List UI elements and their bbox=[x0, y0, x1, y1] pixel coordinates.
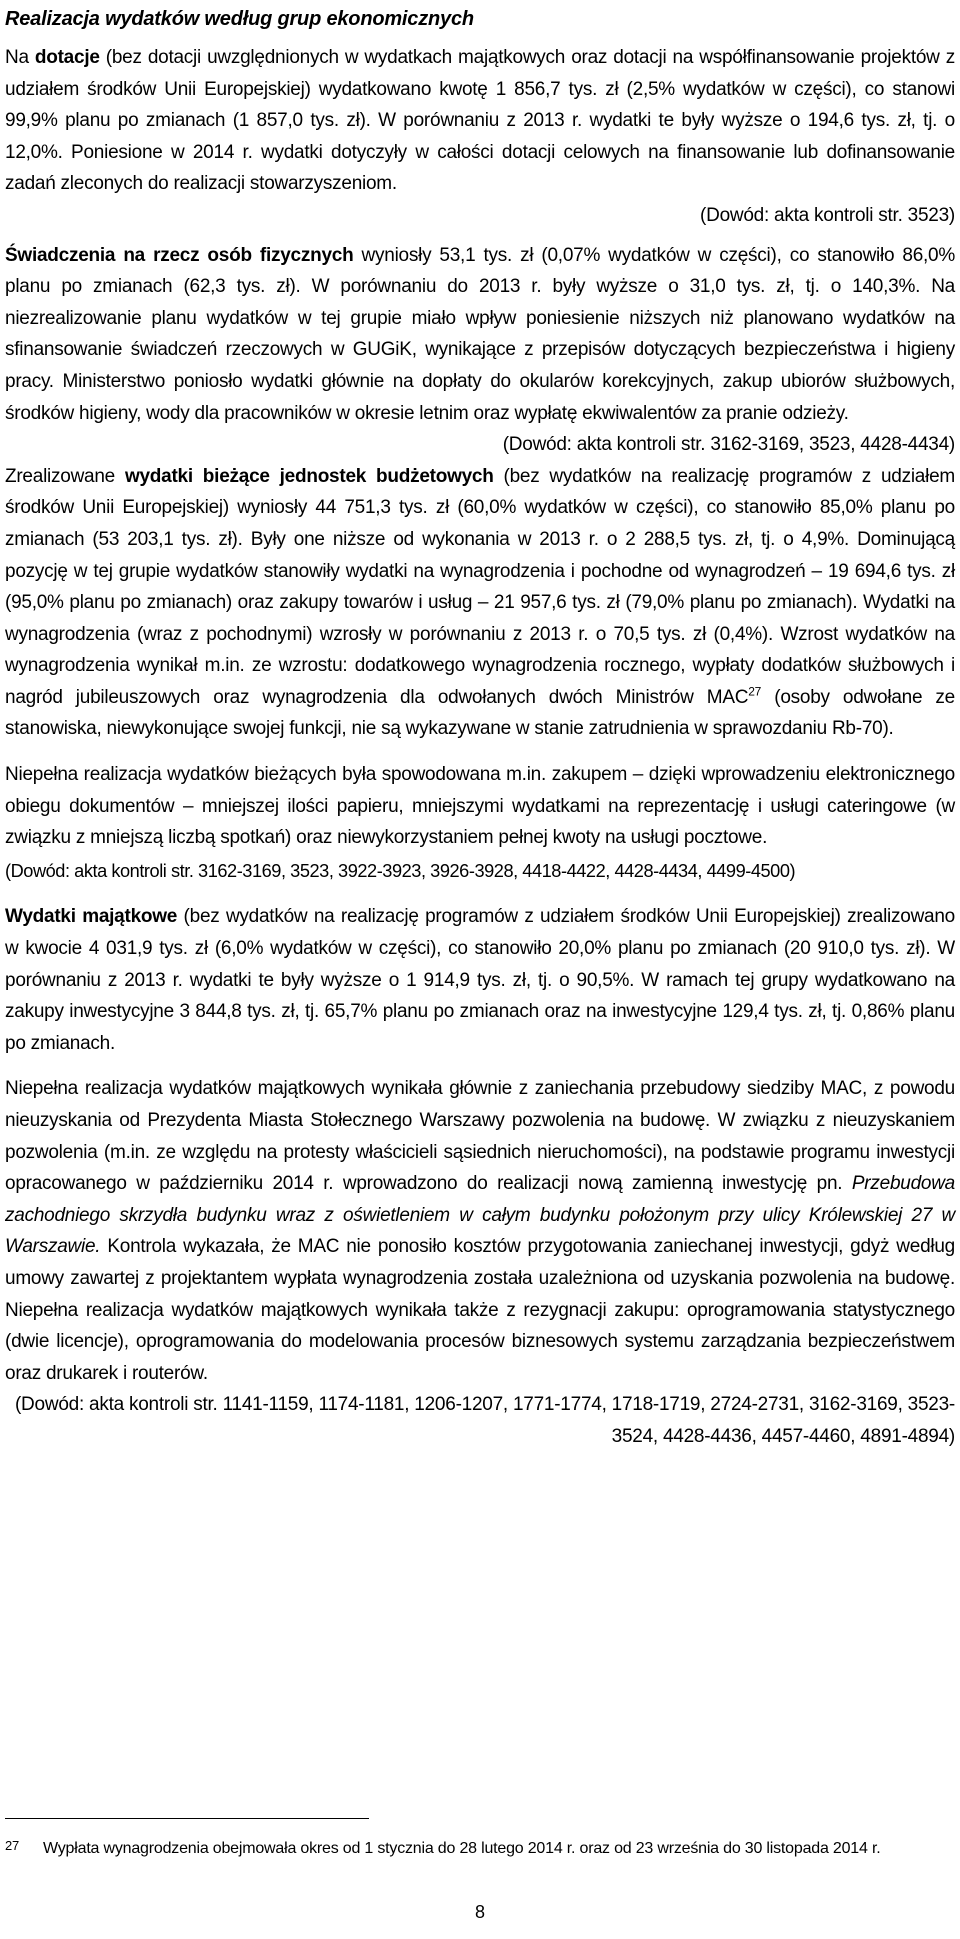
footnote-text: Wypłata wynagrodzenia obejmowała okres od 1 stycznia do 28 lutego 2014 r. oraz od 23 września do 30 listopada 2014 r. bbox=[43, 1840, 881, 1857]
paragraph-niepelna-majatkowe bbox=[5, 1073, 955, 1389]
footnote bbox=[5, 1836, 955, 1862]
text: wyniosły 53,1 tys. zł (0,07% wydatków w części), co stanowiło 86,0% planu po zmianach (62,3 tys. zł). W porównaniu do 2013 r. były wyższe o 31,0 tys. zł, tj. o 140,3%. Na niezrealizowanie planu wydatków w tej grupie miało wpływ poniesienie niższych niż planowano wydatków na sfinansowanie świadczeń rzeczowych w GUGiK, wynikające z przepisów dotyczących bezpieczeństwa i higieny pracy. Ministerstwo poniosło wydatki głównie na dopłaty do okularów korekcyjnych, zakup ubiorów służbowych, środków higieny, wody dla pracowników w okresie letnim oraz wypłatę ekwiwalentów za pranie odzieży. bbox=[5, 244, 955, 424]
paragraph-wydatki-majatkowe bbox=[5, 901, 955, 1059]
paragraph-wydatki-biezace bbox=[5, 461, 955, 745]
text: Kontrola wykazała, że MAC nie ponosiło kosztów przygotowania zaniechanej inwestycji, gdyż według umowy zawartej z projektantem wypłata wynagrodzenia została uzależniona od uzyskania pozwolenia na budowę. Niepełna realizacja wydatków majątkowych wynikała także z rezygnacji zakupu: oprogramowania statystycznego (dwie licencje), oprogramowania do modelowania procesów biznesowych systemu zarządzania bezpieczeństwem oraz drukarek i routerów. bbox=[5, 1236, 955, 1384]
footnote-number: 27 bbox=[5, 1838, 20, 1853]
text: (osoby odwołane ze stanowiska, niewykonujące swojej funkcji, nie są wykazywane w stanie zatrudnienia w sprawozdaniu Rb-70). bbox=[5, 686, 955, 740]
footnote-ref: 27 bbox=[748, 684, 762, 699]
bold-term: wydatki bieżące jednostek budżetowych bbox=[124, 465, 494, 487]
evidence-reference: (Dowód: akta kontroli str. 3523) bbox=[700, 204, 955, 226]
page-content bbox=[5, 6, 955, 1453]
bold-term: dotacje bbox=[34, 47, 100, 68]
text: Zrealizowane bbox=[5, 465, 125, 487]
evidence-reference: (Dowód: akta kontroli str. 1141-1159, 1174-1181, 1206-1207, 1771-1774, 1718-1719, 2724-2731, 3162-3169, 3523-3524, 4428-4436, 4457-4460, 4891-4894) bbox=[14, 1394, 955, 1447]
paragraph-dotacje bbox=[5, 42, 955, 200]
text: Niepełna realizacja wydatków majątkowych wynikała głównie z zaniechania przebudowy siedziby MAC, z powodu nieuzyskania od Prezydenta Miasta Stołecznego Warszawy pozwolenia na budowę. W związku z nieuzyskaniem pozwolenia (m.in. ze względu na protesty właścicieli sąsiednich nieruchomości), na podstawie programu inwestycji opracowanego w październiku 2014 r. wprowadzono do realizacji nową zamienną inwestycję pn. bbox=[5, 1078, 955, 1195]
evidence-reference: (Dowód: akta kontroli str. 3162-3169, 3523, 4428-4434) bbox=[502, 434, 955, 456]
text: (bez dotacji uwzględnionych w wydatkach majątkowych oraz dotacji na współfinansowanie projektów z udziałem środków Unii Europejskiej) wydatkowano kwotę 1 856,7 tys. zł (2,5% wydatków w części), co stanowi 99,9% planu po zmianach (1 857,0 tys. zł). W porównaniu z 2013 r. wydatki te były wyższe o 194,6 tys. zł, tj. o 12,0%. Poniesione w 2014 r. wydatki dotyczyły w całości dotacji celowych na finansowanie lub dofinansowanie zadań zleconych do realizacji stowarzyszeniom. bbox=[5, 47, 955, 195]
bold-term: Świadczenia na rzecz osób fizycznych bbox=[5, 244, 354, 266]
evidence-reference: (Dowód: akta kontroli str. 3162-3169, 3523, 3922-3923, 3926-3928, 4418-4422, 4428-4434, 4499-4500) bbox=[5, 860, 796, 881]
text: Na bbox=[5, 47, 35, 68]
page-number: 8 bbox=[474, 1902, 485, 1922]
text: (bez wydatków na realizację programów z udziałem środków Unii Europejskiej) zrealizowano w kwocie 4 031,9 tys. zł (6,0% wydatków w części), co stanowiło 20,0% planu po zmianach (20 910,0 tys. zł). W porównaniu z 2013 r. wydatki te były wyższe o 1 914,9 tys. zł, tj. o 90,5%. W ramach tej grupy wydatkowano na zakupy inwestycyjne 3 844,8 tys. zł, tj. 65,7% planu po zmianach oraz na inwestycyjne 129,4 tys. zł, tj. 0,86% planu po zmianach. bbox=[5, 906, 955, 1054]
paragraph-swiadczenia bbox=[5, 240, 955, 430]
bold-term: Wydatki majątkowe bbox=[5, 906, 178, 928]
footnote-separator bbox=[5, 1818, 369, 1819]
text: (bez wydatków na realizację programów z udziałem środków Unii Europejskiej) wyniosły 44 751,3 tys. zł (60,0% wydatków w części), co stanowiło 85,0% planu po zmianach (53 203,1 tys. zł). Były one niższe od wykonania w 2013 r. o 2 288,5 tys. zł, tj. o 4,9%. Dominującą pozycję w tej grupie wydatków stanowiły wydatki na wynagrodzenia i pochodne od wynagrodzeń – 19 694,6 tys. zł (95,0% planu po zmianach) oraz zakupy towarów i usług – 21 957,6 tys. zł (79,0% planu po zmianach). Wydatki na wynagrodzenia (wraz z pochodnymi) wzrosły w porównaniu z 2013 r. o 70,5 tys. zł (0,4%). Wzrost wydatków na wynagrodzenia wynikał m.in. ze wzrostu: dodatkowego wynagrodzenia rocznego, wypłaty dodatków służbowych i nagród jubileuszowych oraz wynagrodzenia dla odwołanych dwóch Ministrów MAC bbox=[5, 465, 955, 708]
italic-title: Przebudowa zachodniego skrzydła budynku wraz z oświetleniem w całym budynku położonym przy ulicy Królewskiej 27 w Warszawie. bbox=[5, 1173, 955, 1258]
paragraph-niepelna-biezace: Niepełna realizacja wydatków bieżących była spowodowana m.in. zakupem – dzięki wprowadzeniu elektronicznego obiegu dokumentów – mniejszej ilości papieru, mniejszymi wydatkami na reprezentację i usługi cateringowe (w związku z mniejszą liczbą spotkań) oraz niewykorzystaniem pełnej kwoty na usługi pocztowe. bbox=[5, 764, 955, 849]
section-heading: Realizacja wydatków według grup ekonomicznych bbox=[5, 8, 474, 30]
